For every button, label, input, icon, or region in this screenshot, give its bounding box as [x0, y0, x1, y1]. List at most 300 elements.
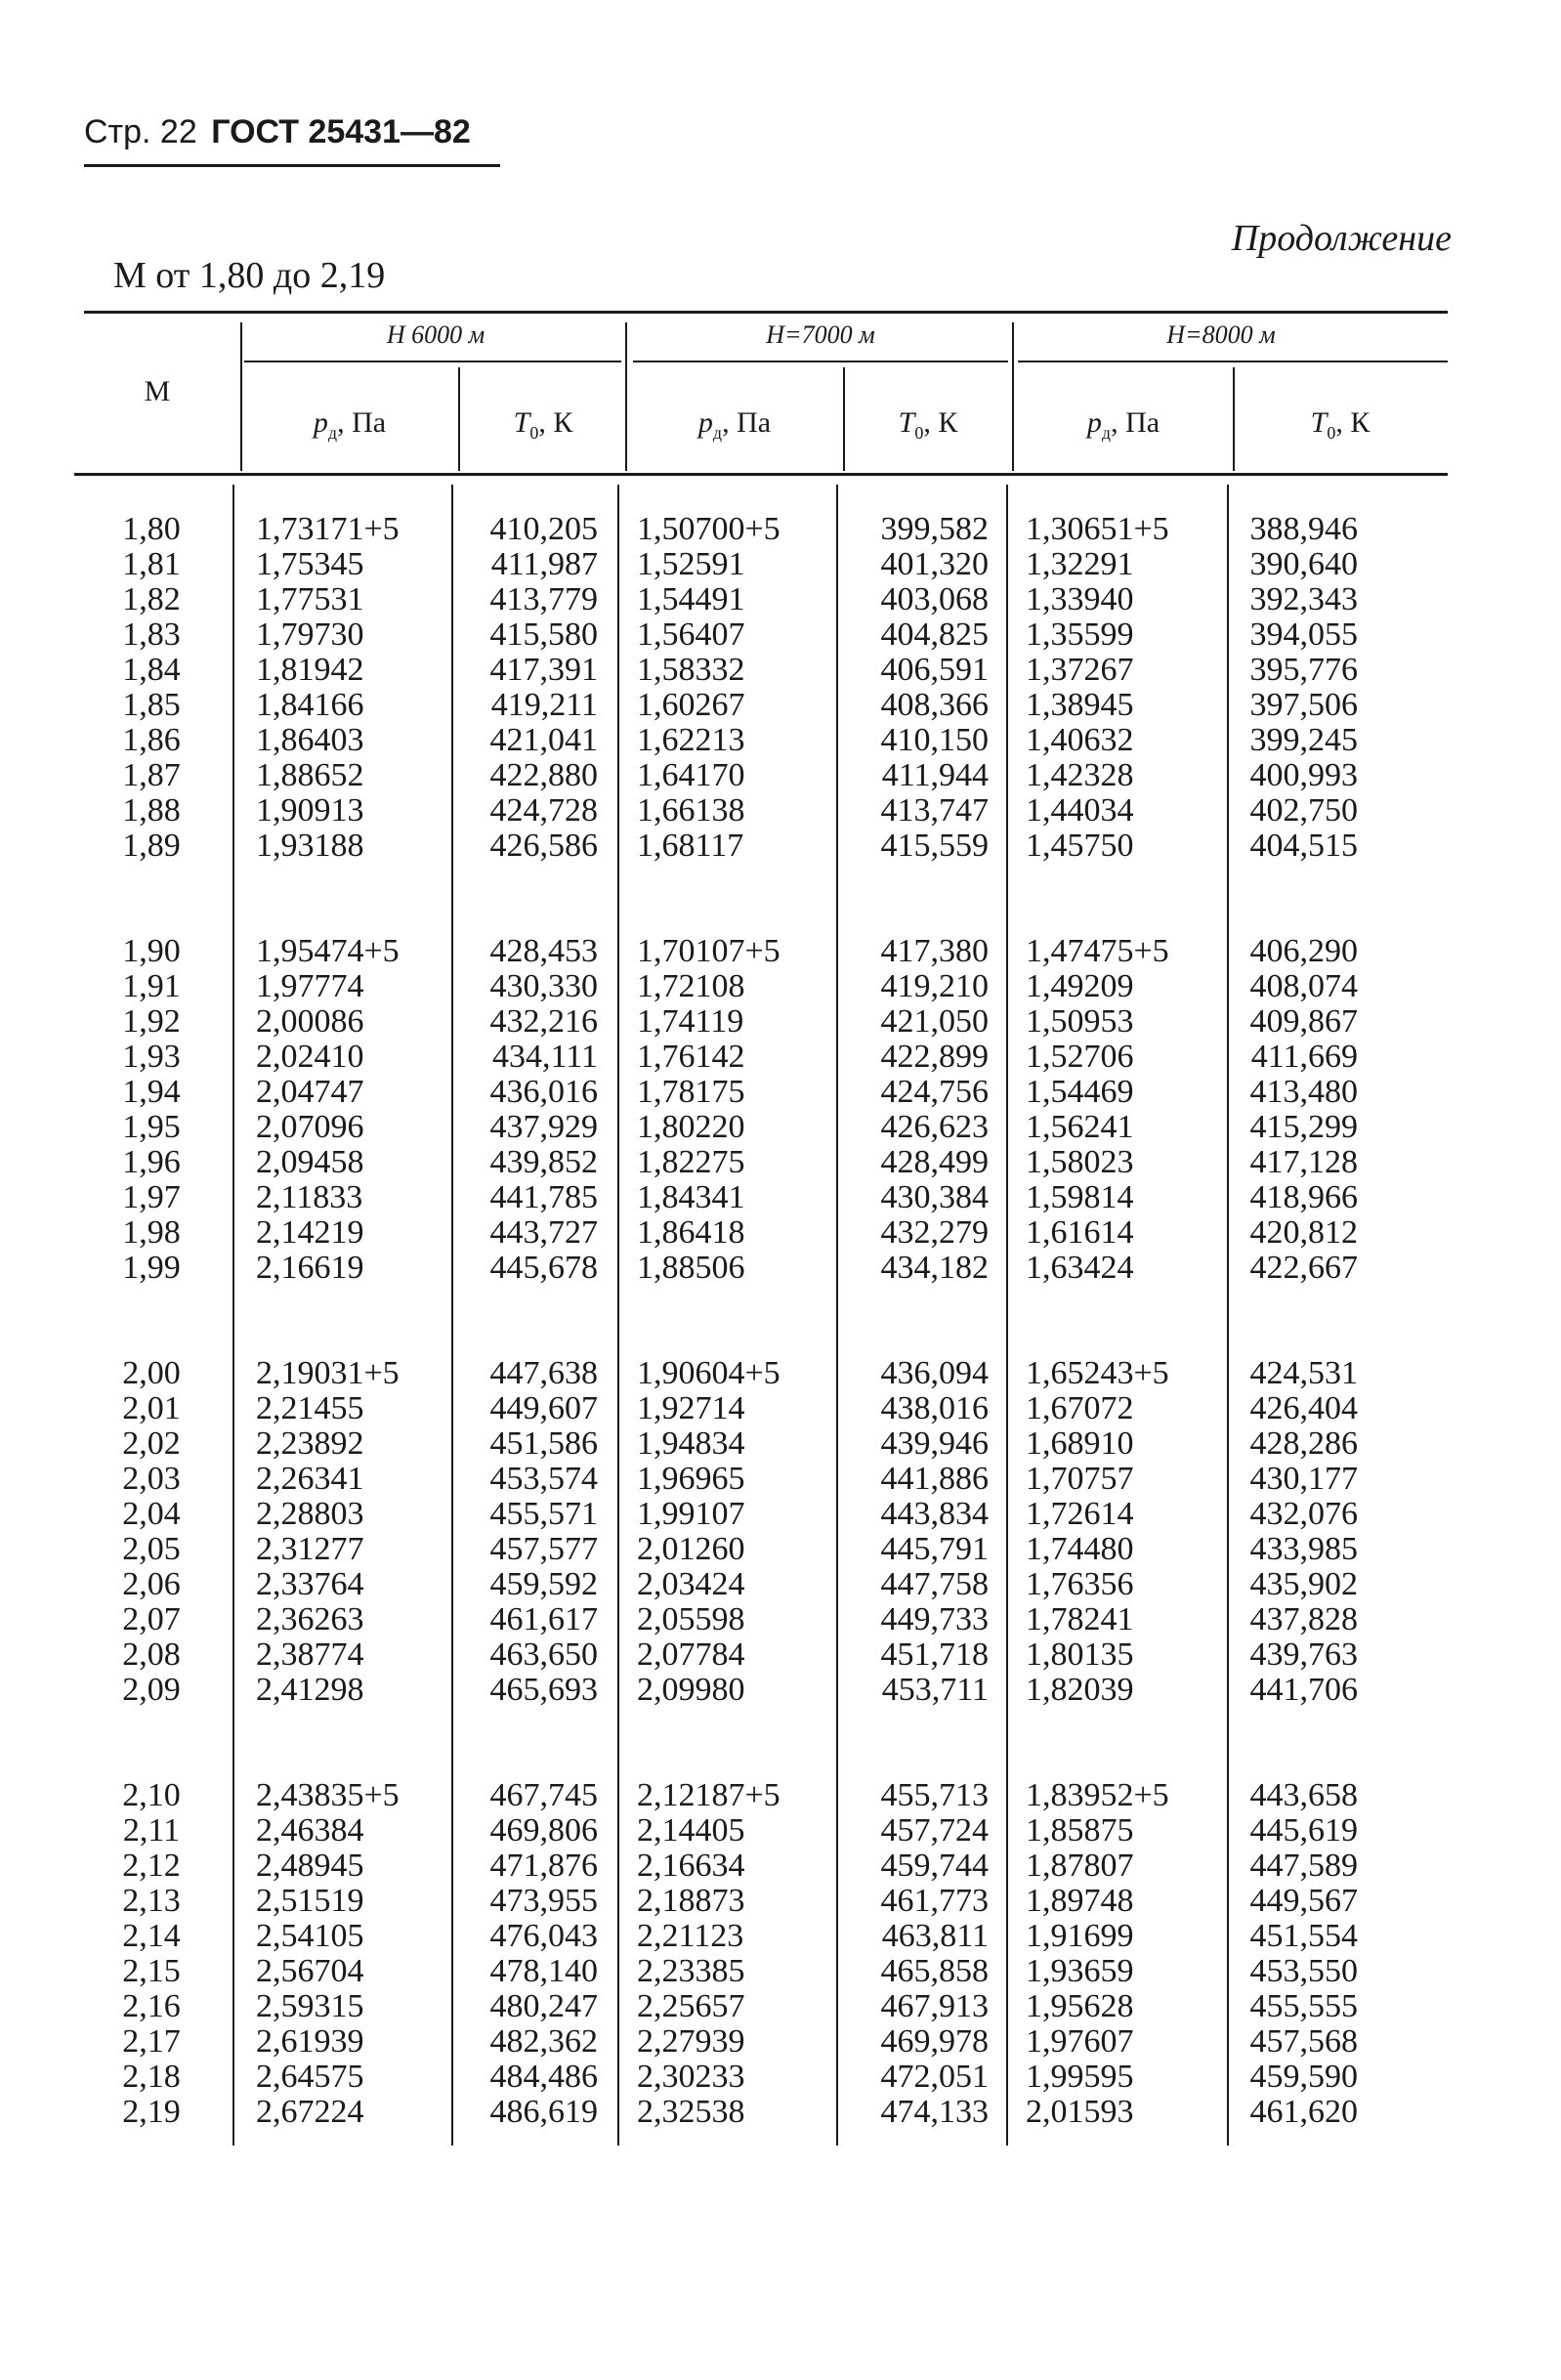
table-cell: 1,61614 [1026, 1214, 1134, 1251]
table-cell: 1,54491 [637, 581, 745, 617]
table-cell: 469,806 [489, 1812, 598, 1849]
table-cell: 1,90 [122, 933, 181, 969]
table-cell: 420,812 [1249, 1214, 1358, 1251]
table-row [0, 934, 1561, 969]
table-cell: 1,82039 [1026, 1672, 1134, 1708]
table-cell: 1,97607 [1026, 2023, 1134, 2060]
table-row [0, 1602, 1561, 1637]
table-cell: 2,15 [122, 1953, 181, 1989]
table-cell: 467,745 [489, 1777, 598, 1813]
table-cell: 403,068 [880, 581, 989, 617]
table-cell: 2,64575 [256, 2059, 364, 2095]
table-top-rule [84, 311, 1448, 314]
table-cell: 392,343 [1249, 581, 1358, 617]
table-cell: 2,09 [122, 1672, 181, 1708]
table-cell: 445,619 [1249, 1812, 1358, 1849]
table-cell: 1,33940 [1026, 581, 1134, 617]
table-cell: 408,366 [880, 687, 989, 723]
table-cell: 426,586 [489, 828, 598, 864]
table-cell: 2,16619 [256, 1250, 364, 1286]
table-cell: 445,791 [880, 1531, 989, 1567]
table-cell: 2,16634 [637, 1848, 745, 1884]
table-cell: 390,640 [1249, 546, 1358, 582]
table-cell: 2,27939 [637, 2023, 745, 2060]
table-row [0, 2095, 1561, 2130]
table-cell: 1,52706 [1026, 1039, 1134, 1075]
table-cell: 439,852 [489, 1144, 598, 1180]
table-cell: 426,623 [880, 1109, 989, 1145]
table-cell: 1,81942 [256, 652, 364, 688]
table-cell: 2,11833 [256, 1179, 363, 1215]
table-cell: 461,620 [1249, 2094, 1358, 2130]
table-cell: 430,330 [489, 968, 598, 1004]
table-cell: 463,650 [489, 1636, 598, 1673]
table-cell: 2,19031+5 [256, 1355, 400, 1391]
table-row [0, 758, 1561, 793]
table-cell: 1,90604+5 [637, 1355, 780, 1391]
table-cell: 455,713 [880, 1777, 989, 1813]
table-cell: 1,85 [122, 687, 181, 723]
table-cell: 417,391 [489, 652, 598, 688]
table-cell: 409,867 [1249, 1003, 1358, 1040]
table-cell: 1,56407 [637, 616, 745, 653]
table-cell: 459,592 [489, 1566, 598, 1602]
table-cell: 1,58332 [637, 652, 745, 688]
table-row [0, 1954, 1561, 1989]
table-cell: 451,718 [880, 1636, 989, 1673]
table-row [0, 1215, 1561, 1251]
table-cell: 453,574 [489, 1461, 598, 1497]
table-cell: 447,758 [880, 1566, 989, 1602]
table-cell: 413,747 [880, 792, 989, 829]
table-cell: 1,80220 [637, 1109, 745, 1145]
table-cell: 463,811 [881, 1918, 989, 1954]
table-cell: 430,177 [1249, 1461, 1358, 1497]
table-row [0, 1673, 1561, 1708]
table-row [0, 829, 1561, 864]
subhead-rule [244, 361, 621, 362]
table-cell: 1,74480 [1026, 1531, 1134, 1567]
table-cell: 411,669 [1250, 1039, 1358, 1075]
table-cell: 2,31277 [256, 1531, 364, 1567]
table-row [0, 1040, 1561, 1075]
table-cell: 437,828 [1249, 1601, 1358, 1637]
table-cell: 439,763 [1249, 1636, 1358, 1673]
table-cell: 415,580 [489, 616, 598, 653]
table-header-rule [74, 473, 1448, 476]
table-row [0, 2060, 1561, 2095]
table-cell: 1,78241 [1026, 1601, 1134, 1637]
table-row [0, 723, 1561, 758]
table-cell: 1,93659 [1026, 1953, 1134, 1989]
table-cell: 410,205 [489, 511, 598, 547]
table-cell: 421,050 [880, 1003, 989, 1040]
table-cell: 1,30651+5 [1026, 511, 1169, 547]
table-cell: 1,78175 [637, 1074, 745, 1110]
table-cell: 1,56241 [1026, 1109, 1134, 1145]
table-cell: 471,876 [489, 1848, 598, 1884]
subhead-rule [633, 361, 1008, 362]
table-cell: 436,094 [880, 1355, 989, 1391]
table-cell: 2,33764 [256, 1566, 364, 1602]
table-cell: 2,67224 [256, 2094, 364, 2130]
table-cell: 461,617 [489, 1601, 598, 1637]
table-cell: 1,42328 [1026, 757, 1134, 793]
table-cell: 1,45750 [1026, 828, 1134, 864]
table-cell: 2,12 [122, 1848, 181, 1884]
table-cell: 1,97 [122, 1179, 181, 1215]
table-cell: 1,60267 [637, 687, 745, 723]
table-row [0, 1989, 1561, 2024]
table-row [0, 653, 1561, 688]
table-cell: 2,06 [122, 1566, 181, 1602]
table-cell: 2,12187+5 [637, 1777, 780, 1813]
table-row [0, 1462, 1561, 1497]
table-cell: 418,966 [1249, 1179, 1358, 1215]
table-cell: 413,480 [1249, 1074, 1358, 1110]
table-cell: 404,515 [1249, 828, 1358, 864]
table-row [0, 1778, 1561, 1813]
table-cell: 437,929 [489, 1109, 598, 1145]
table-cell: 399,582 [880, 511, 989, 547]
table-cell: 2,04747 [256, 1074, 364, 1110]
table-cell: 453,550 [1249, 1953, 1358, 1989]
subhead-rule [1018, 361, 1448, 362]
table-row [0, 1884, 1561, 1919]
table-cell: 2,23385 [637, 1953, 745, 1989]
table-cell: 395,776 [1249, 652, 1358, 688]
table-cell: 388,946 [1249, 511, 1358, 547]
table-cell: 478,140 [489, 1953, 598, 1989]
table-cell: 1,79730 [256, 616, 364, 653]
table-cell: 1,92 [122, 1003, 181, 1040]
table-cell: 2,08 [122, 1636, 181, 1673]
table-row [0, 1919, 1561, 1954]
table-row [0, 1180, 1561, 1215]
table-cell: 443,834 [880, 1496, 989, 1532]
table-cell: 2,21123 [637, 1918, 744, 1954]
table-cell: 451,554 [1249, 1918, 1358, 1954]
table-cell: 410,150 [880, 722, 989, 758]
table-cell: 421,041 [489, 722, 598, 758]
standard-number: ГОСТ 25431—82 [211, 113, 471, 150]
table-row [0, 547, 1561, 582]
table-row [0, 1849, 1561, 1884]
column-header-temperature: $T_0$, К [513, 406, 573, 443]
table-cell: 2,18873 [637, 1883, 745, 1919]
table-cell: 2,59315 [256, 1988, 364, 2024]
table-row [0, 1145, 1561, 1180]
table-cell: 428,286 [1249, 1425, 1358, 1462]
table-cell: 2,07784 [637, 1636, 745, 1673]
column-line [1012, 322, 1014, 471]
table-cell: 2,03424 [637, 1566, 745, 1602]
table-cell: 459,590 [1249, 2059, 1358, 2095]
table-cell: 1,99 [122, 1250, 181, 1286]
table-cell: 1,88 [122, 792, 181, 829]
table-cell: 1,76356 [1026, 1566, 1134, 1602]
table-row [0, 1567, 1561, 1602]
table-cell: 2,03 [122, 1461, 181, 1497]
table-cell: 451,586 [489, 1425, 598, 1462]
table-cell: 457,577 [489, 1531, 598, 1567]
table-cell: 1,73171+5 [256, 511, 400, 547]
table-cell: 1,52591 [637, 546, 745, 582]
table-cell: 484,486 [489, 2059, 598, 2095]
table-row [0, 582, 1561, 617]
table-cell: 443,727 [489, 1214, 598, 1251]
table-cell: 455,555 [1249, 1988, 1358, 2024]
table-cell: 2,00 [122, 1355, 181, 1391]
table-cell: 1,63424 [1026, 1250, 1134, 1286]
table-cell: 2,07 [122, 1601, 181, 1637]
table-cell: 1,66138 [637, 792, 745, 829]
table-cell: 394,055 [1249, 616, 1358, 653]
table-cell: 459,744 [880, 1848, 989, 1884]
table-cell: 413,779 [489, 581, 598, 617]
column-header-temperature: $T_0$, К [898, 406, 958, 443]
table-cell: 1,88652 [256, 757, 364, 793]
table-cell: 1,96965 [637, 1461, 745, 1497]
table-cell: 443,658 [1249, 1777, 1358, 1813]
table-cell: 447,638 [489, 1355, 598, 1391]
continuation-label: Продолжение [1231, 218, 1452, 259]
table-cell: 1,32291 [1026, 546, 1134, 582]
table-cell: 401,320 [880, 546, 989, 582]
table-cell: 1,93188 [256, 828, 364, 864]
table-cell: 1,47475+5 [1026, 933, 1169, 969]
table-cell: 2,01 [122, 1390, 181, 1426]
table-cell: 2,26341 [256, 1461, 364, 1497]
table-cell: 1,81 [122, 546, 181, 582]
table-cell: 1,83952+5 [1026, 1777, 1169, 1813]
table-cell: 432,279 [880, 1214, 989, 1251]
table-row [0, 617, 1561, 653]
table-cell: 472,051 [880, 2059, 989, 2095]
table-cell: 2,38774 [256, 1636, 364, 1673]
table-cell: 436,016 [489, 1074, 598, 1110]
table-row [0, 1532, 1561, 1567]
table-cell: 2,13 [122, 1883, 181, 1919]
table-cell: 457,724 [880, 1812, 989, 1849]
table-cell: 411,944 [881, 757, 989, 793]
table-cell: 1,50700+5 [637, 511, 780, 547]
table-cell: 424,728 [489, 792, 598, 829]
table-row [0, 793, 1561, 829]
table-cell: 1,80 [122, 511, 181, 547]
table-cell: 1,95 [122, 1109, 181, 1145]
table-row [0, 969, 1561, 1004]
table-row [0, 1497, 1561, 1532]
table-cell: 415,559 [880, 828, 989, 864]
table-cell: 2,41298 [256, 1672, 364, 1708]
table-cell: 433,985 [1249, 1531, 1358, 1567]
table-cell: 417,380 [880, 933, 989, 969]
table-cell: 2,05 [122, 1531, 181, 1567]
table-cell: 467,913 [880, 1988, 989, 2024]
table-cell: 1,68117 [637, 828, 744, 864]
table-cell: 408,074 [1249, 968, 1358, 1004]
table-cell: 2,23892 [256, 1425, 364, 1462]
table-cell: 461,773 [880, 1883, 989, 1919]
table-cell: 2,16 [122, 1988, 181, 2024]
table-cell: 445,678 [489, 1250, 598, 1286]
table-cell: 453,711 [881, 1672, 989, 1708]
table-cell: 422,899 [880, 1039, 989, 1075]
table-cell: 441,706 [1249, 1672, 1358, 1708]
table-cell: 2,14405 [637, 1812, 745, 1849]
table-cell: 1,67072 [1026, 1390, 1134, 1426]
table-cell: 449,567 [1249, 1883, 1358, 1919]
table-cell: 449,733 [880, 1601, 989, 1637]
table-cell: 1,86418 [637, 1214, 745, 1251]
table-cell: 2,07096 [256, 1109, 364, 1145]
table-cell: 2,32538 [637, 2094, 745, 2130]
table-cell: 1,91 [122, 968, 181, 1004]
column-header-pressure: $p_д$, Па [313, 406, 387, 443]
table-cell: 1,65243+5 [1026, 1355, 1169, 1391]
table-cell: 1,85875 [1026, 1812, 1134, 1849]
table-cell: 422,667 [1249, 1250, 1358, 1286]
table-cell: 422,880 [489, 757, 598, 793]
table-cell: 1,44034 [1026, 792, 1134, 829]
table-cell: 1,72614 [1026, 1496, 1134, 1532]
table-cell: 1,70757 [1026, 1461, 1134, 1497]
table-cell: 2,00086 [256, 1003, 364, 1040]
table-cell: 2,01260 [637, 1531, 745, 1567]
table-cell: 2,05598 [637, 1601, 745, 1637]
table-cell: 2,30233 [637, 2059, 745, 2095]
column-line [240, 322, 242, 471]
table-cell: 415,299 [1249, 1109, 1358, 1145]
table-cell: 1,72108 [637, 968, 745, 1004]
table-cell: 474,133 [880, 2094, 989, 2130]
table-cell: 438,016 [880, 1390, 989, 1426]
table-cell: 432,216 [489, 1003, 598, 1040]
table-cell: 2,19 [122, 2094, 181, 2130]
table-row [0, 688, 1561, 723]
table-cell: 441,785 [489, 1179, 598, 1215]
table-cell: 1,35599 [1026, 616, 1134, 653]
table-cell: 1,54469 [1026, 1074, 1134, 1110]
altitude-header-8000: H=8000 м [1166, 320, 1276, 349]
column-header-m: М [144, 375, 171, 407]
table-cell: 1,62213 [637, 722, 745, 758]
table-cell: 1,59814 [1026, 1179, 1134, 1215]
table-cell: 1,86 [122, 722, 181, 758]
table-row [0, 512, 1561, 547]
table-cell: 2,11 [122, 1812, 181, 1849]
table-cell: 1,77531 [256, 581, 364, 617]
table-cell: 1,75345 [256, 546, 364, 582]
table-cell: 2,09458 [256, 1144, 364, 1180]
range-label: М от 1,80 до 2,19 [113, 255, 386, 296]
table-cell: 1,90913 [256, 792, 364, 829]
table-cell: 2,02410 [256, 1039, 364, 1075]
table-cell: 2,09980 [637, 1672, 745, 1708]
table-cell: 1,96 [122, 1144, 181, 1180]
table-cell: 1,70107+5 [637, 933, 780, 969]
column-line [625, 322, 627, 471]
table-cell: 2,10 [122, 1777, 181, 1813]
table-cell: 1,58023 [1026, 1144, 1134, 1180]
table-cell: 1,50953 [1026, 1003, 1134, 1040]
table-cell: 1,37267 [1026, 652, 1134, 688]
table-cell: 1,82 [122, 581, 181, 617]
table-cell: 1,95474+5 [256, 933, 400, 969]
table-cell: 482,362 [489, 2023, 598, 2060]
table-cell: 404,825 [880, 616, 989, 653]
table-cell: 1,94 [122, 1074, 181, 1110]
table-cell: 1,76142 [637, 1039, 745, 1075]
table-cell: 2,36263 [256, 1601, 364, 1637]
table-row [0, 1075, 1561, 1110]
table-cell: 1,99595 [1026, 2059, 1134, 2095]
table-cell: 2,54105 [256, 1918, 364, 1954]
table-cell: 2,46384 [256, 1812, 364, 1849]
altitude-header-6000: H 6000 м [386, 320, 485, 349]
table-cell: 476,043 [489, 1918, 598, 1954]
table-cell: 1,89 [122, 828, 181, 864]
table-cell: 1,95628 [1026, 1988, 1134, 2024]
table-cell: 447,589 [1249, 1848, 1358, 1884]
altitude-header-7000: H=7000 м [766, 320, 875, 349]
table-cell: 434,111 [492, 1039, 598, 1075]
table-row [0, 1356, 1561, 1391]
table-cell: 426,404 [1249, 1390, 1358, 1426]
table-cell: 2,04 [122, 1496, 181, 1532]
table-row [0, 1391, 1561, 1426]
table-cell: 1,64170 [637, 757, 745, 793]
table-cell: 1,87807 [1026, 1848, 1134, 1884]
table-row [0, 1426, 1561, 1462]
table-cell: 465,858 [880, 1953, 989, 1989]
table-cell: 397,506 [1249, 687, 1358, 723]
table-row [0, 1110, 1561, 1145]
table-cell: 2,61939 [256, 2023, 364, 2060]
page-number: Стр. 22 [84, 113, 197, 150]
table-cell: 417,128 [1249, 1144, 1358, 1180]
header-rule [84, 164, 500, 167]
table-cell: 2,21455 [256, 1390, 364, 1426]
table-row [0, 1637, 1561, 1673]
table-cell: 424,756 [880, 1074, 989, 1110]
table-cell: 2,14 [122, 1918, 181, 1954]
table-cell: 480,247 [489, 1988, 598, 2024]
table-cell: 465,693 [489, 1672, 598, 1708]
table-cell: 424,531 [1249, 1355, 1358, 1391]
table-cell: 2,01593 [1026, 2094, 1134, 2130]
table-cell: 2,48945 [256, 1848, 364, 1884]
column-header-temperature: $T_0$, К [1310, 406, 1371, 443]
table-row [0, 1251, 1561, 1286]
table-cell: 2,02 [122, 1425, 181, 1462]
table-row [0, 2024, 1561, 2060]
table-cell: 1,89748 [1026, 1883, 1134, 1919]
table-cell: 399,245 [1249, 722, 1358, 758]
table-cell: 428,499 [880, 1144, 989, 1180]
table-cell: 419,211 [490, 687, 598, 723]
table-row [0, 1813, 1561, 1849]
table-cell: 1,74119 [637, 1003, 744, 1040]
table-cell: 1,80135 [1026, 1636, 1134, 1673]
table-cell: 449,607 [489, 1390, 598, 1426]
table-cell: 1,84 [122, 652, 181, 688]
table-cell: 2,51519 [256, 1883, 364, 1919]
table-cell: 434,182 [880, 1250, 989, 1286]
table-cell: 432,076 [1249, 1496, 1358, 1532]
table-cell: 1,49209 [1026, 968, 1134, 1004]
